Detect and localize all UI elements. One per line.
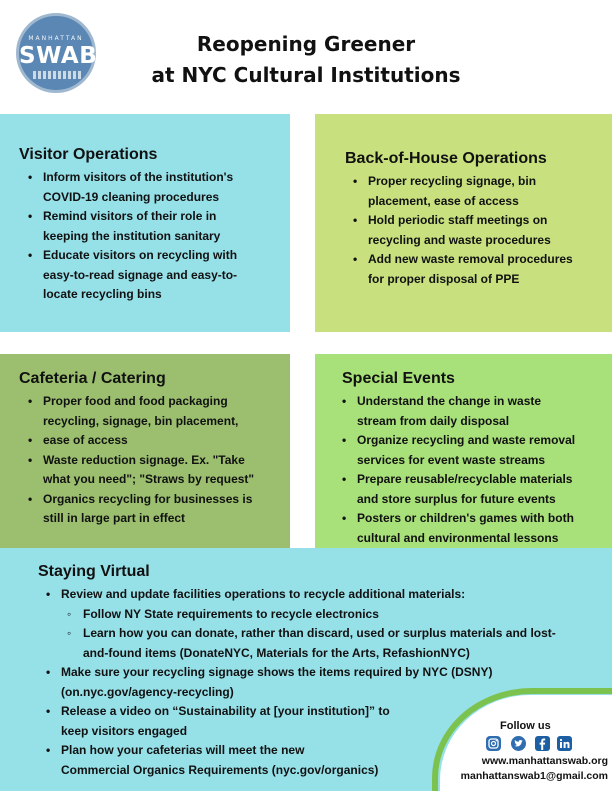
back-of-house-list	[353, 172, 608, 289]
list-item: • Review and update facilities operations to recycle additional materials: ◦ Follow NY State requirements to recycle electronics ◦ Learn how you can donate, rather than discard, used or surplus materials and lost- and-found items (DonateNYC, Materials for the Arts, RefashionNYC)	[46, 585, 606, 663]
list-item: • Proper food and food packaging recycling, signage, bin placement,	[28, 392, 288, 431]
website-link[interactable]: www.manhattanswab.org	[481, 755, 608, 767]
list-item: • Release a video on “Sustainability at [your institution]” to keep visitors engaged	[46, 702, 606, 741]
linkedin-icon[interactable]	[557, 736, 572, 751]
list-item: • Inform visitors of the institution's COVID-19 cleaning procedures	[28, 168, 288, 207]
cafeteria-catering-panel	[0, 354, 290, 548]
list-item: • Posters or children's games with both cultural and environmental lessons	[342, 509, 610, 548]
list-item: • Educate visitors on recycling with easy-to-read signage and easy-to- locate recycling bins	[28, 246, 288, 305]
list-item: • Waste reduction signage. Ex. "Take what you need"; "Straws by request"	[28, 451, 288, 490]
list-item: • Hold periodic staff meetings on recycling and waste procedures	[353, 211, 608, 250]
list-item: • Plan how your cafeterias will meet the new Commercial Organics Requirements (nyc.gov/organics)	[46, 741, 606, 780]
logo-subtext: MANHATTAN	[28, 35, 84, 42]
back-of-house-heading: Back-of-House Operations	[345, 150, 547, 167]
list-item: • Organics recycling for businesses is still in large part in effect	[28, 490, 288, 529]
sub-list-item: ◦ Follow NY State requirements to recycle electronics	[67, 605, 606, 625]
logo-text: SWAB	[19, 43, 98, 69]
manhattan-swab-logo	[16, 13, 96, 93]
special-events-panel	[315, 354, 612, 548]
follow-us-label: Follow us	[500, 720, 551, 732]
list-item: • Remind visitors of their role in keeping the institution sanitary	[28, 207, 288, 246]
staying-virtual-heading: Staying Virtual	[38, 563, 150, 580]
facebook-icon[interactable]	[535, 736, 550, 751]
email-link[interactable]: manhattanswab1@gmail.com	[460, 770, 608, 782]
visitor-operations-heading: Visitor Operations	[19, 146, 158, 163]
skyline-graphic	[33, 71, 83, 79]
special-events-heading: Special Events	[342, 370, 455, 387]
sub-list-item: ◦ Learn how you can donate, rather than discard, used or surplus materials and lost- and-found items (DonateNYC, Materials for the Arts, RefashionNYC)	[67, 624, 606, 663]
special-events-list	[342, 392, 610, 548]
list-item: • Understand the change in waste stream from daily disposal	[342, 392, 610, 431]
page-title-line-2: at NYC Cultural Institutions	[151, 63, 461, 87]
list-item: • Prepare reusable/recyclable materials and store surplus for future events	[342, 470, 610, 509]
page-title-line-1: Reopening Greener	[196, 32, 416, 56]
list-item: • ease of access	[28, 431, 288, 451]
list-item: • Make sure your recycling signage shows the items required by NYC (DSNY) (on.nyc.gov/agency-recycling)	[46, 663, 606, 702]
list-item: • Organize recycling and waste removal services for event waste streams	[342, 431, 610, 470]
list-item: • Proper recycling signage, bin placement, ease of access	[353, 172, 608, 211]
staying-virtual-sublist	[67, 605, 606, 664]
visitor-operations-list	[28, 168, 288, 305]
twitter-icon[interactable]	[511, 736, 526, 751]
instagram-icon[interactable]	[486, 736, 501, 751]
list-item: • Add new waste removal procedures for proper disposal of PPE	[353, 250, 608, 289]
visitor-operations-panel	[0, 114, 290, 332]
back-of-house-panel	[315, 114, 612, 332]
cafeteria-catering-heading: Cafeteria / Catering	[19, 370, 166, 387]
cafeteria-catering-list	[28, 392, 288, 529]
